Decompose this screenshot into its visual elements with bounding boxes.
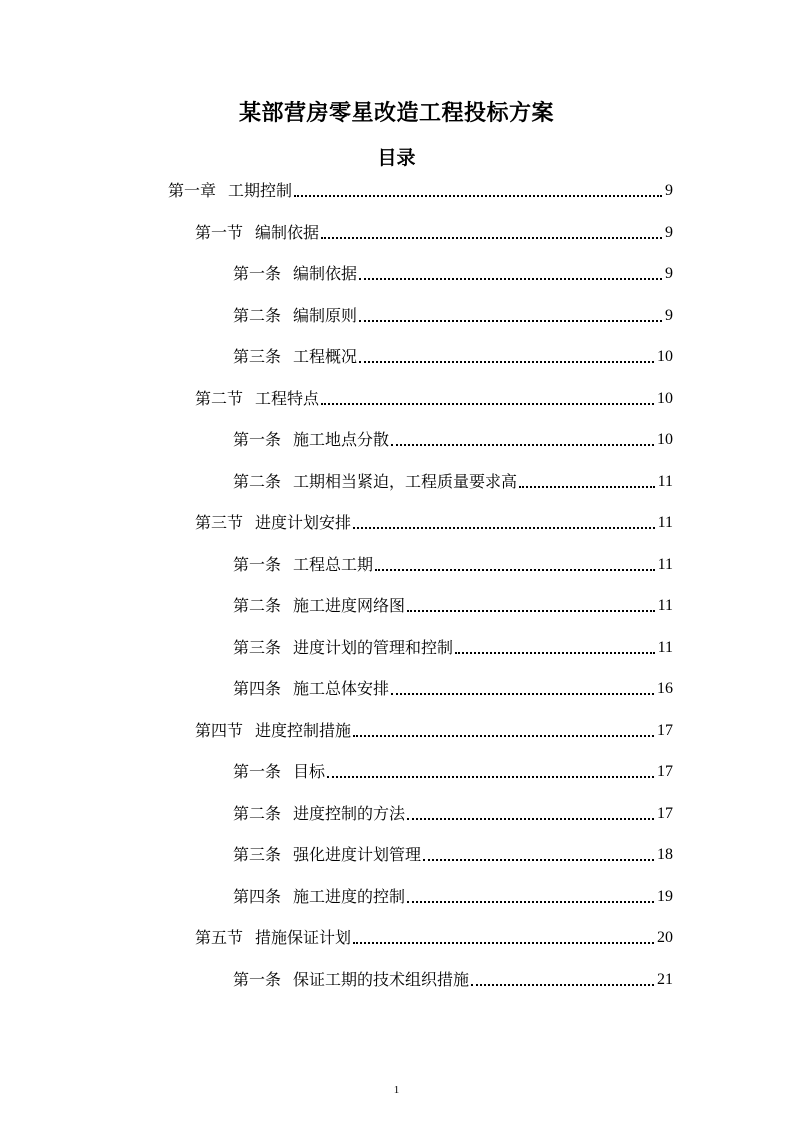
toc-dot-leader bbox=[375, 568, 655, 571]
toc-entry-title: 保证工期的技术组织措施 bbox=[293, 970, 470, 989]
toc-entry-label: 第一节 bbox=[195, 223, 244, 242]
toc-entry-label: 第二条 bbox=[233, 596, 282, 615]
toc-entry-title: 施工总体安排 bbox=[293, 679, 390, 698]
toc-entry-page: 10 bbox=[657, 348, 673, 365]
toc-entry-page: 20 bbox=[657, 929, 673, 946]
toc-dot-leader bbox=[519, 485, 655, 488]
toc-entry-page: 9 bbox=[665, 182, 673, 199]
toc-entry-label: 第二条 bbox=[233, 804, 282, 823]
toc-entry-label: 第一条 bbox=[233, 762, 282, 781]
toc-entry-page: 10 bbox=[657, 431, 673, 448]
toc-entry-page: 9 bbox=[665, 307, 673, 324]
toc-entry-title: 强化进度计划管理 bbox=[293, 845, 422, 864]
toc-entry-title: 施工地点分散 bbox=[293, 430, 390, 449]
toc-dot-leader bbox=[359, 360, 654, 363]
toc-dot-leader bbox=[407, 817, 654, 820]
toc-heading: 目录 bbox=[377, 147, 416, 169]
toc-entry-label: 第一章 bbox=[168, 181, 217, 200]
toc-dot-leader bbox=[407, 609, 655, 612]
toc-entry-label: 第四节 bbox=[195, 721, 244, 740]
toc-entry-page: 17 bbox=[657, 805, 673, 822]
toc-entry-label: 第二节 bbox=[195, 389, 244, 408]
toc-entry-page: 21 bbox=[657, 971, 673, 988]
toc-entry-title: 工程特点 bbox=[255, 389, 320, 408]
toc-entry-title: 进度计划安排 bbox=[255, 513, 352, 532]
toc-entry[interactable] bbox=[233, 842, 673, 868]
toc-entry[interactable] bbox=[233, 552, 673, 578]
toc-entry[interactable] bbox=[233, 469, 673, 495]
toc-entry-label: 第二条 bbox=[233, 472, 282, 491]
toc-entry-title: 编制依据 bbox=[293, 264, 358, 283]
toc-entry[interactable] bbox=[233, 967, 673, 993]
toc-entry-label: 第三条 bbox=[233, 638, 282, 657]
toc-dot-leader bbox=[327, 775, 654, 778]
toc-entry-title: 措施保证计划 bbox=[255, 928, 352, 947]
toc-entry[interactable] bbox=[233, 344, 673, 370]
toc-entry-label: 第四条 bbox=[233, 887, 282, 906]
toc-entry-page: 10 bbox=[657, 390, 673, 407]
toc-entry-page: 17 bbox=[657, 763, 673, 780]
toc-entry[interactable] bbox=[233, 635, 673, 661]
toc-entry-page: 11 bbox=[657, 639, 673, 656]
toc-entry[interactable] bbox=[233, 884, 673, 910]
toc-entry[interactable] bbox=[195, 386, 673, 412]
toc-entry[interactable] bbox=[195, 510, 673, 536]
toc-entry-label: 第一条 bbox=[233, 555, 282, 574]
toc-entry[interactable] bbox=[233, 593, 673, 619]
toc-dot-leader bbox=[321, 236, 662, 239]
toc-entry-label: 第三条 bbox=[233, 347, 282, 366]
toc-dot-leader bbox=[471, 983, 654, 986]
toc-entry-title: 编制原则 bbox=[293, 306, 358, 325]
toc-entry-label: 第一条 bbox=[233, 970, 282, 989]
toc-entry-title: 施工进度网络图 bbox=[293, 596, 406, 615]
toc-entry-label: 第二条 bbox=[233, 306, 282, 325]
toc-dot-leader bbox=[455, 651, 655, 654]
toc-dot-leader bbox=[321, 402, 654, 405]
toc-entry-page: 9 bbox=[665, 224, 673, 241]
toc-entry-label: 第一条 bbox=[233, 430, 282, 449]
toc-dot-leader bbox=[407, 900, 654, 903]
toc-dot-leader bbox=[353, 526, 655, 529]
toc-entry-title: 进度控制的方法 bbox=[293, 804, 406, 823]
toc-dot-leader bbox=[359, 277, 662, 280]
toc-entry-label: 第四条 bbox=[233, 679, 282, 698]
toc-entry[interactable] bbox=[233, 676, 673, 702]
toc-entry-title: 进度控制措施 bbox=[255, 721, 352, 740]
toc-entry-title: 工程总工期 bbox=[293, 555, 374, 574]
toc-entry-label: 第五节 bbox=[195, 928, 244, 947]
toc-entry[interactable] bbox=[233, 801, 673, 827]
toc-entry-title: 工程概况 bbox=[293, 347, 358, 366]
toc-entry-title: 工期相当紧迫，工程质量要求高 bbox=[293, 472, 518, 491]
toc-entry-label: 第一条 bbox=[233, 264, 282, 283]
toc-entry-title: 编制依据 bbox=[255, 223, 320, 242]
toc-dot-leader bbox=[294, 194, 662, 197]
toc-entry[interactable] bbox=[195, 925, 673, 951]
toc-entry[interactable] bbox=[168, 178, 673, 204]
toc-entry[interactable] bbox=[233, 759, 673, 785]
toc-entry-title: 施工进度的控制 bbox=[293, 887, 406, 906]
toc-dot-leader bbox=[353, 941, 654, 944]
toc-entry-label: 第三条 bbox=[233, 845, 282, 864]
toc-entry[interactable] bbox=[233, 427, 673, 453]
toc-entry-page: 11 bbox=[657, 597, 673, 614]
toc-entry-title: 工期控制 bbox=[228, 181, 293, 200]
toc-entry[interactable] bbox=[195, 718, 673, 744]
toc-entry-page: 17 bbox=[657, 722, 673, 739]
toc-entry-title: 目标 bbox=[293, 762, 326, 781]
toc-entry-page: 11 bbox=[657, 514, 673, 531]
toc-entry[interactable] bbox=[195, 220, 673, 246]
toc-entry-page: 11 bbox=[657, 473, 673, 490]
toc-entry-label: 第三节 bbox=[195, 513, 244, 532]
page-number: 1 bbox=[393, 1084, 400, 1096]
toc-dot-leader bbox=[391, 443, 654, 446]
toc-entry-page: 16 bbox=[657, 680, 673, 697]
toc-entry-page: 18 bbox=[657, 846, 673, 863]
toc-entry[interactable] bbox=[233, 261, 673, 287]
toc-dot-leader bbox=[423, 858, 654, 861]
toc-entry-page: 11 bbox=[657, 556, 673, 573]
document-title: 某部营房零星改造工程投标方案 bbox=[238, 101, 554, 126]
toc-entry-title: 进度计划的管理和控制 bbox=[293, 638, 454, 657]
toc-entry[interactable] bbox=[233, 303, 673, 329]
toc-dot-leader bbox=[391, 692, 654, 695]
toc-entry-page: 9 bbox=[665, 265, 673, 282]
toc-entry-page: 19 bbox=[657, 888, 673, 905]
toc-dot-leader bbox=[359, 319, 662, 322]
toc-dot-leader bbox=[353, 734, 654, 737]
